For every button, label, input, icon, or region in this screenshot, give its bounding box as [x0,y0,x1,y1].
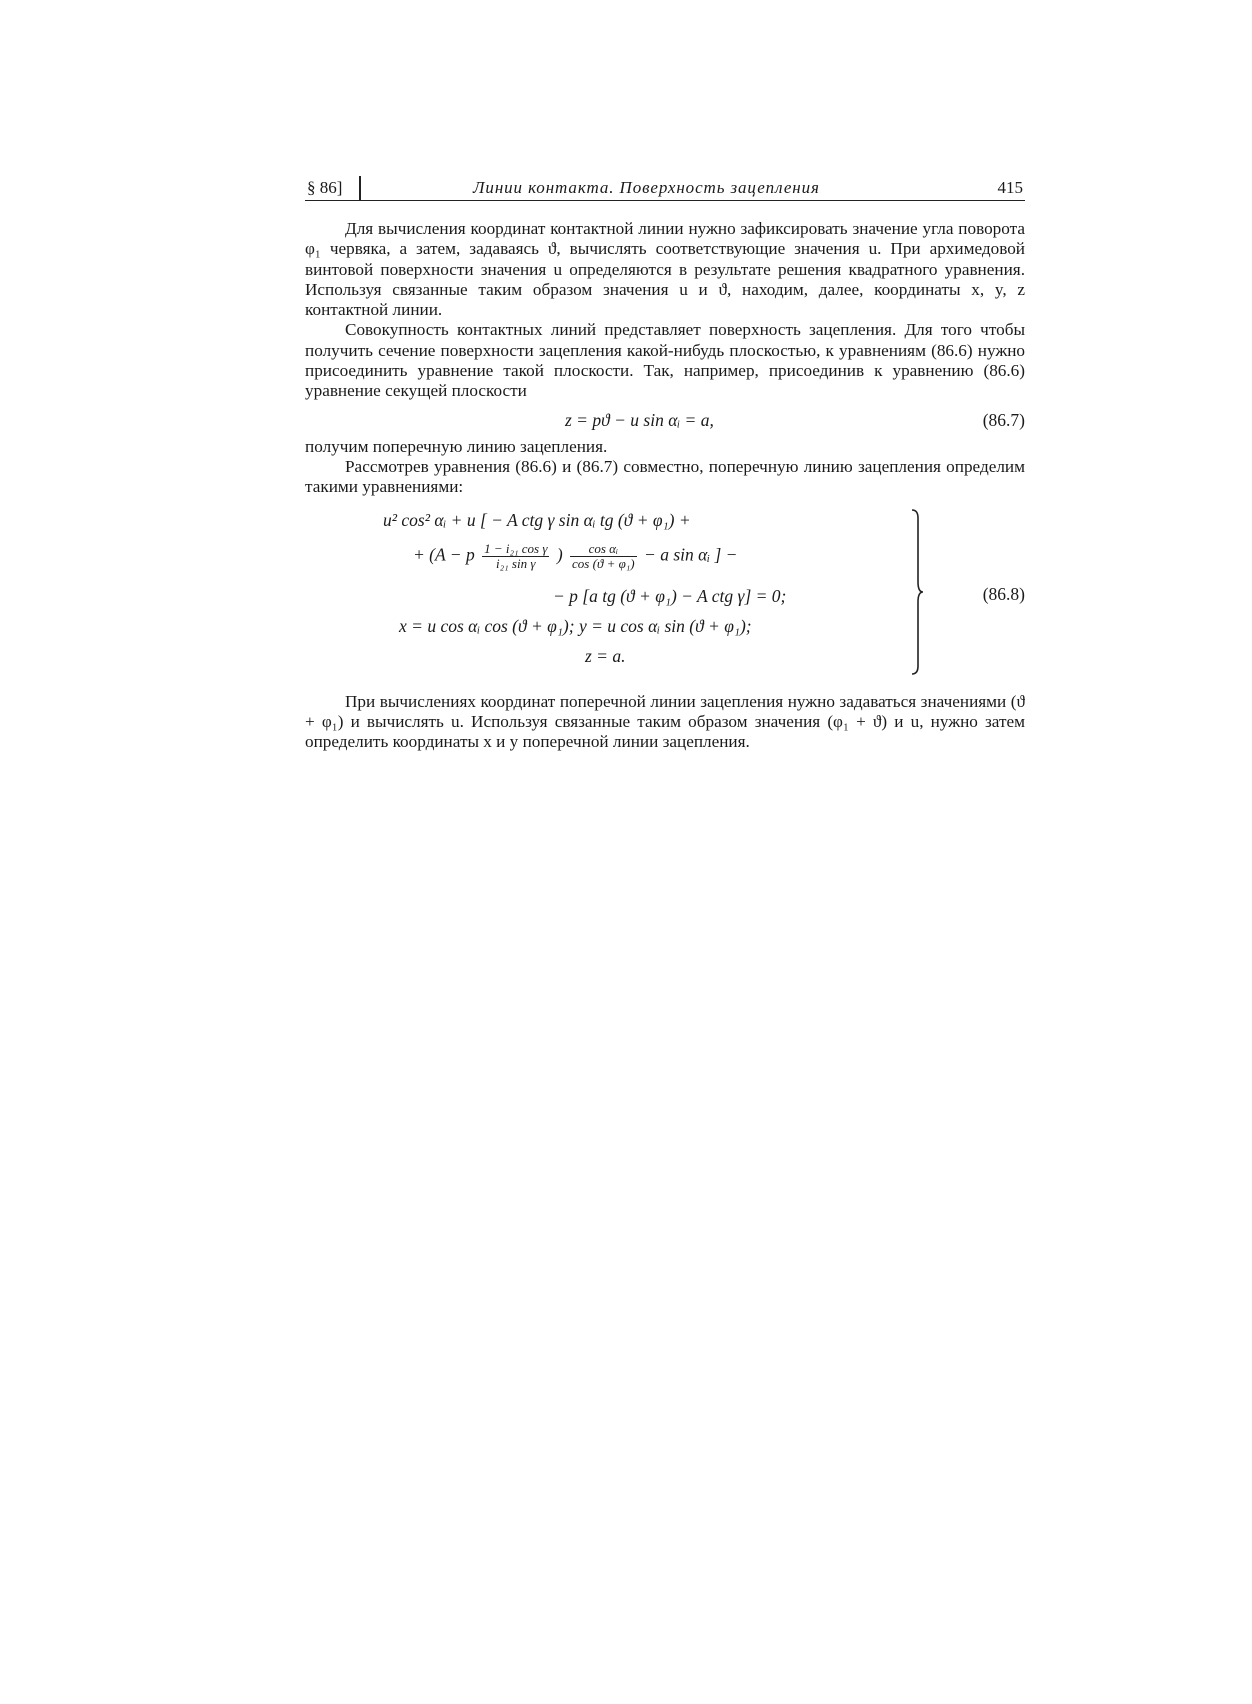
page-number: 415 [997,178,1023,197]
fraction-1 [482,542,549,571]
equation-86-8 [305,506,1025,682]
equation-86-8-line-2 [413,542,737,571]
equation-86-8-line-1: u² cos² αᵢ + u [ − A ctg γ sin αᵢ tg (ϑ + φ₁) + [383,509,691,530]
paragraph-3: получим поперечную линию зацепления. [305,436,608,456]
fraction-2-numerator: cos αᵢ [570,542,637,557]
paragraph-4: Рассмотрев уравнения (86.6) и (86.7) совместно, поперечную линию зацепления определим такими уравнениями: [305,456,1025,497]
paragraph-5: При вычислениях координат поперечной линии зацепления нужно задаваться значениями (ϑ + φ₁) и вычислять u. Используя связанные таким образом значения (φ₁ + ϑ) и u, нужно затем определить координаты x и y поперечной линии зацепления. [305,691,1025,752]
fraction-1-denominator: i₂₁ sin γ [496,555,536,571]
equation-86-8-line-2-mid: ) [556,544,563,565]
running-header [305,176,1025,201]
section-reference: § 86] [307,178,343,197]
page-body [305,219,1025,752]
equation-86-8-number: (86.8) [982,583,1025,604]
equation-86-7-number: (86.7) [982,409,1025,430]
book-page [305,176,1025,752]
equation-86-8-line-4: x = u cos αᵢ cos (ϑ + φ₁); y = u cos αᵢ sin (ϑ + φ₁); [399,615,752,636]
header-divider [359,176,361,200]
equation-86-8-line-5: z = a. [585,645,626,666]
equation-86-8-line-2-start: + (A − p [413,544,475,565]
paragraph-1: Для вычисления координат контактной линии нужно зафиксировать значение угла поворота φ₁ червяка, а затем, задаваясь ϑ, вычислять соответствующие значения u. При архимедовой винтовой поверхности значения u определяются в результате решения квадратного уравнения. Используя связанные таким образом значения u и ϑ, находим, далее, координаты x, y, z контактной линии. [305,219,1025,320]
equation-86-7 [305,406,1025,436]
right-brace [910,508,924,676]
equation-86-7-expression: z = pϑ − u sin αᵢ = a, [565,409,714,430]
running-title: Линии контакта. Поверхность зацепления [473,178,820,197]
fraction-2-denominator: cos (ϑ + φ₁) [572,555,635,571]
equation-86-8-line-2-end: − a sin αᵢ ] − [644,544,738,565]
equation-86-8-line-3: − p [a tg (ϑ + φ₁) − A ctg γ] = 0; [553,585,787,606]
fraction-2 [570,542,637,571]
paragraph-2: Совокупность контактных линий представляет поверхность зацепления. Для того чтобы получить сечение поверхности зацепления какой-нибудь плоскостью, к уравнениям (86.6) нужно присоединить уравнение такой плоскости. Так, например, присоединив к уравнению (86.6) уравнение секущей плоскости [305,320,1025,401]
fraction-1-numerator: 1 − i₂₁ cos γ [484,540,548,556]
